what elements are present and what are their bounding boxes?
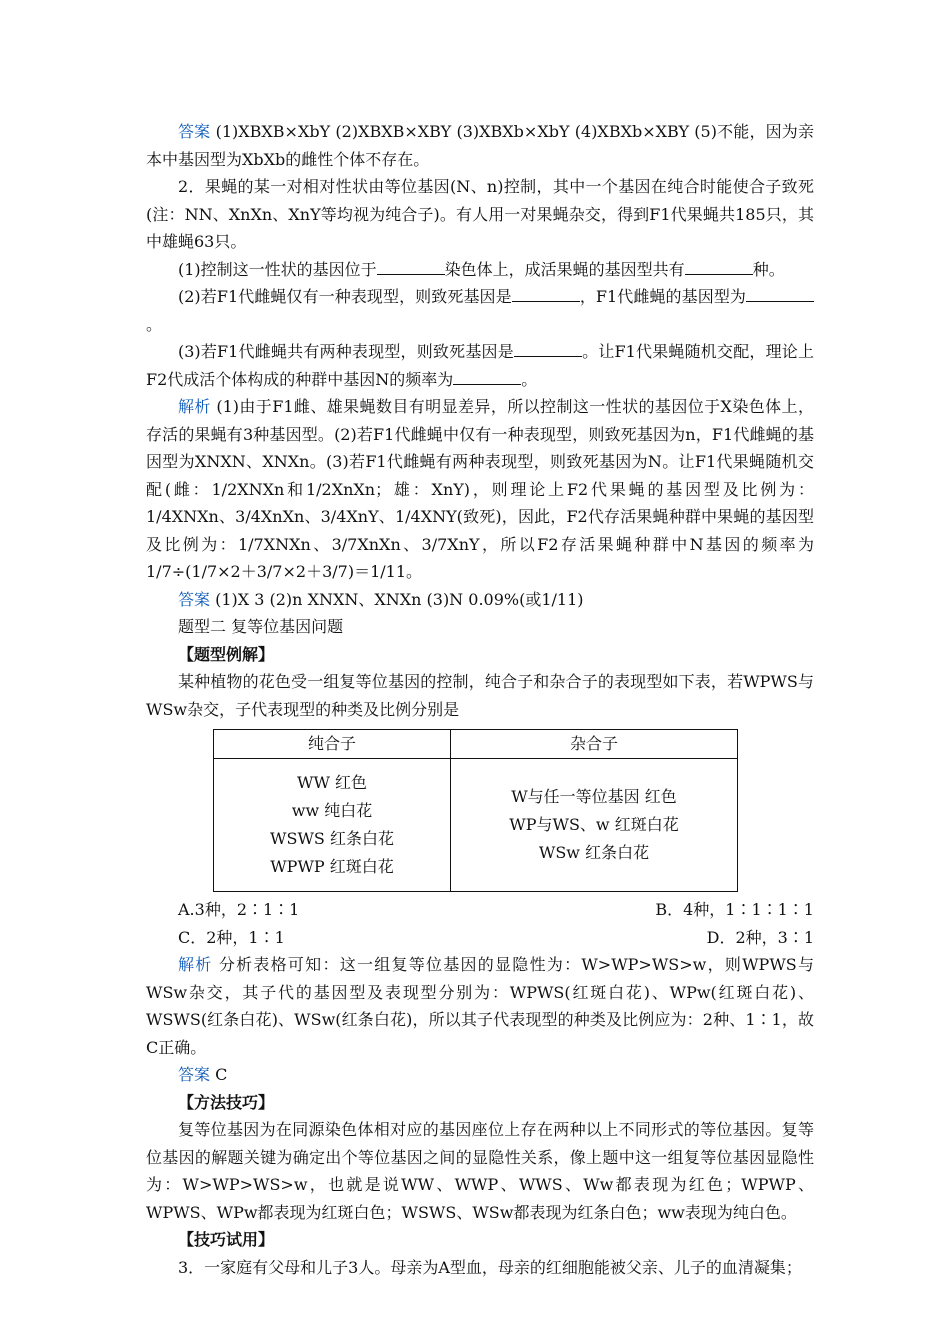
answer-1	[146, 118, 814, 173]
section-title: 题型二 复等位基因问题	[178, 617, 344, 636]
option-b: B．4种，1∶1∶1∶1	[655, 900, 814, 919]
analysis-3	[146, 951, 814, 1061]
answer-2	[146, 586, 814, 614]
answer-blank	[377, 260, 445, 275]
option-d: D．2种，3∶1	[706, 927, 814, 947]
table-cell-heterozygous: W与任一等位基因 红色 WP与WS、w 红斑白花 WSw 红条白花	[451, 759, 738, 892]
method-text: 复等位基因为在同源染色体相对应的基因座位上存在两种以上不同形式的等位基因。复等位基因的解题关键为确定出个等位基因之间的显隐性关系，像上题中这一组复等位基因显隐性为：W>WP>WS>w，也就是说WW、WWP、WWS、Ww都表现为红色；WPWP、WPWS、WPw都表现为红斑白色；WSWS、WSw都表现为红条白色；ww表现为纯白色。	[146, 1120, 814, 1222]
answer-blank	[512, 287, 580, 302]
question-2-stem: 2．果蝇的某一对相对性状由等位基因(N、n)控制，其中一个基因在纯合时能使合子致死(注：NN、XnXn、XnY等均视为纯合子)。有人用一对果蝇杂交，得到F1代果蝇共185只，其中雄蝇63只。	[146, 177, 814, 251]
answer-3	[146, 1061, 814, 1089]
option-c: C．2种，1∶1	[178, 927, 285, 947]
method-header: 【方法技巧】	[178, 1092, 275, 1112]
answer-1-text: (1)XBXB×XbY (2)XBXB×XBY (3)XBXb×XbY (4)XBXb×XBY (5)不能，因为亲本中基因型为XbXb的雌性个体不存在。	[146, 122, 814, 169]
phenotype-table	[213, 729, 738, 892]
question-2-part-3: (3)若F1代雌蝇共有两种表现型，则致死基因是 。让F1代果蝇随机交配，理论上F2代成活个体构成的种群中基因N的频率为 。	[146, 342, 814, 389]
document-page	[146, 118, 814, 1281]
example-header: 【题型例解】	[178, 644, 275, 664]
question-3: 3．一家庭有父母和儿子3人。母亲为A型血，母亲的红细胞能被父亲、儿子的血清凝集；	[178, 1257, 802, 1277]
answer-blank	[453, 370, 521, 385]
answer-label: 答案	[178, 589, 211, 609]
example-stem: 某种植物的花色受一组复等位基因的控制，纯合子和杂合子的表现型如下表，若WPWS与WSw杂交，子代表现型的种类及比例分别是	[146, 672, 814, 719]
answer-blank	[746, 287, 814, 302]
answer-blank	[685, 260, 753, 275]
question-2-part-2: (2)若F1代雌蝇仅有一种表现型，则致死基因是 ，F1代雌蝇的基因型为。	[146, 283, 814, 338]
answer-3-text: C	[210, 1065, 228, 1084]
question-2-part-1: (1)控制这一性状的基因位于 染色体上，成活果蝇的基因型共有 种。	[178, 259, 785, 279]
option-a: A.3种，2∶1∶1	[178, 900, 300, 919]
answer-label: 答案	[178, 122, 211, 141]
analysis-3-text: 分析表格可知：这一组复等位基因的显隐性为：W>WP>WS>w，则WPWS与WSw杂交，其子代的基因型及表现型分别为：WPWS(红斑白花)、WPw(红斑白花)、WSWS(红条白花)、WSw(红条白花)，所以其子代表现型的种类及比例应为：2种、1∶1，故C正确。	[146, 955, 814, 1057]
table-header-homozygous: 纯合子	[214, 730, 451, 759]
options-row-2	[146, 924, 814, 952]
table-cell-homozygous: WW 红色 ww 纯白花 WSWS 红条白花 WPWP 红斑白花	[214, 759, 451, 892]
practice-header: 【技巧试用】	[178, 1230, 275, 1249]
analysis-2	[146, 393, 814, 586]
answer-2-text: (1)X 3 (2)n XNXN、XNXn (3)N 0.09%(或1/11)	[210, 589, 584, 609]
answer-blank	[514, 342, 582, 357]
analysis-label: 解析	[178, 397, 211, 416]
analysis-2-text: (1)由于F1雌、雄果蝇数目有明显差异，所以控制这一性状的基因位于X染色体上，存活的果蝇有3种基因型。(2)若F1代雌蝇中仅有一种表现型，则致死基因为n，F1代雌蝇的基因型为XNXN、XNXn。(3)若F1代雌蝇有两种表现型，则致死基因为N。让F1代果蝇随机交配(雌：1/2XNXn和1/2XnXn；雄：XnY)，则理论上F2代果蝇的基因型及比例为：1/4XNXn、3/4XnXn、3/4XnY、1/4XNY(致死)，因此，F2代存活果蝇种群中果蝇的基因型及比例为：1/7XNXn、3/7XnXn、3/7XnY，所以F2存活果蝇种群中N基因的频率为1/7÷(1/7×2＋3/7×2＋3/7)＝1/11。	[146, 397, 814, 581]
analysis-label: 解析	[178, 955, 213, 974]
options-row-1	[146, 896, 814, 924]
table-header-heterozygous: 杂合子	[451, 730, 738, 759]
answer-label: 答案	[178, 1065, 211, 1084]
